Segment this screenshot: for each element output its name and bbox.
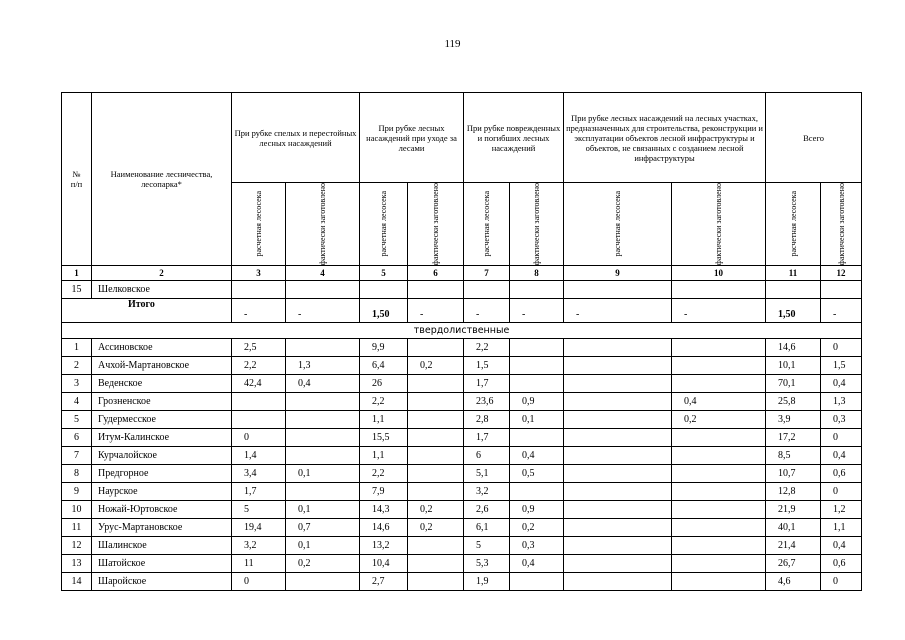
value-cell: 6,4 bbox=[360, 357, 408, 375]
value-cell: 70,1 bbox=[766, 375, 821, 393]
value-cell bbox=[286, 411, 360, 429]
row-number: 11 bbox=[62, 519, 92, 537]
value-cell: 0 bbox=[232, 573, 286, 591]
value-cell bbox=[672, 573, 766, 591]
total-value-cell: - bbox=[408, 299, 464, 323]
column-number: 2 bbox=[92, 266, 232, 281]
value-cell bbox=[360, 281, 408, 299]
table-row bbox=[62, 501, 862, 519]
value-cell: 3,2 bbox=[232, 537, 286, 555]
value-cell: 0,2 bbox=[286, 555, 360, 573]
value-cell bbox=[672, 339, 766, 357]
value-cell: 0,7 bbox=[286, 519, 360, 537]
value-cell bbox=[232, 411, 286, 429]
value-cell bbox=[510, 429, 564, 447]
row-number: 5 bbox=[62, 411, 92, 429]
row-number: 13 bbox=[62, 555, 92, 573]
table-row bbox=[62, 537, 862, 555]
header-forestry-name: Наименование лесничества, лесопарка* bbox=[92, 93, 232, 266]
value-cell bbox=[564, 429, 672, 447]
value-cell: 10,1 bbox=[766, 357, 821, 375]
value-cell bbox=[672, 483, 766, 501]
value-cell: 1,5 bbox=[821, 357, 862, 375]
value-cell bbox=[564, 483, 672, 501]
forestry-name: Ачхой-Мартановское bbox=[92, 357, 232, 375]
value-cell bbox=[564, 447, 672, 465]
value-cell: 10,4 bbox=[360, 555, 408, 573]
value-cell: 0,1 bbox=[286, 465, 360, 483]
table-row bbox=[62, 339, 862, 357]
value-cell: 0,4 bbox=[821, 447, 862, 465]
value-cell: 0 bbox=[821, 573, 862, 591]
value-cell: 0,5 bbox=[510, 465, 564, 483]
column-number: 4 bbox=[286, 266, 360, 281]
page-number: 119 bbox=[444, 38, 461, 50]
value-cell: 0,4 bbox=[821, 375, 862, 393]
row-number: 7 bbox=[62, 447, 92, 465]
row-number: 10 bbox=[62, 501, 92, 519]
header-sub-planned: расчетная лесосека bbox=[464, 183, 510, 266]
header-group-infrastructure-felling: При рубке лесных насаждений на лесных участках, предназначенных для строительства, реконструкции и эксплуатации объектов лесной инфраструктуры и объектов, не связанных с созданием лесной инфраструктуры bbox=[564, 93, 766, 183]
header-sub-actual: фактически заготовлено bbox=[510, 183, 564, 266]
value-cell bbox=[564, 393, 672, 411]
value-cell: 8,5 bbox=[766, 447, 821, 465]
row-number: 4 bbox=[62, 393, 92, 411]
header-sub-actual: фактически заготовлено bbox=[286, 183, 360, 266]
table-row bbox=[62, 429, 862, 447]
value-cell: 0,2 bbox=[408, 519, 464, 537]
row-number: 8 bbox=[62, 465, 92, 483]
column-number: 10 bbox=[672, 266, 766, 281]
value-cell: 1,7 bbox=[464, 429, 510, 447]
value-cell: 12,8 bbox=[766, 483, 821, 501]
column-number: 7 bbox=[464, 266, 510, 281]
value-cell: 0,4 bbox=[821, 537, 862, 555]
value-cell bbox=[232, 393, 286, 411]
value-cell bbox=[564, 555, 672, 573]
value-cell bbox=[564, 501, 672, 519]
value-cell bbox=[672, 537, 766, 555]
forestry-name: Гудермесское bbox=[92, 411, 232, 429]
value-cell bbox=[510, 375, 564, 393]
total-value-cell: - bbox=[672, 299, 766, 323]
value-cell bbox=[672, 501, 766, 519]
value-cell bbox=[564, 281, 672, 299]
value-cell: 42,4 bbox=[232, 375, 286, 393]
value-cell: 0,3 bbox=[510, 537, 564, 555]
table-row bbox=[62, 555, 862, 573]
row-number: 9 bbox=[62, 483, 92, 501]
value-cell bbox=[286, 281, 360, 299]
forestry-name: Ножай-Юртовское bbox=[92, 501, 232, 519]
value-cell: 2,2 bbox=[360, 465, 408, 483]
value-cell bbox=[510, 339, 564, 357]
value-cell bbox=[408, 537, 464, 555]
total-value-cell: - bbox=[510, 299, 564, 323]
forestry-name: Курчалойское bbox=[92, 447, 232, 465]
value-cell: 15,5 bbox=[360, 429, 408, 447]
forestry-name: Шатойское bbox=[92, 555, 232, 573]
header-sub-planned: расчетная лесосека bbox=[766, 183, 821, 266]
value-cell bbox=[510, 573, 564, 591]
value-cell bbox=[564, 375, 672, 393]
value-cell bbox=[286, 447, 360, 465]
value-cell: 14,6 bbox=[360, 519, 408, 537]
header-group-mature-felling: При рубке спелых и перестойных лесных насаждений bbox=[232, 93, 360, 183]
value-cell: 26,7 bbox=[766, 555, 821, 573]
total-value-cell: - bbox=[564, 299, 672, 323]
table-row bbox=[62, 393, 862, 411]
total-value-cell: - bbox=[821, 299, 862, 323]
value-cell bbox=[408, 465, 464, 483]
total-value-cell: - bbox=[232, 299, 286, 323]
value-cell: 4,6 bbox=[766, 573, 821, 591]
forestry-name: Предгорное bbox=[92, 465, 232, 483]
value-cell bbox=[564, 537, 672, 555]
column-number: 12 bbox=[821, 266, 862, 281]
value-cell: 9,9 bbox=[360, 339, 408, 357]
value-cell bbox=[672, 281, 766, 299]
table-row bbox=[62, 519, 862, 537]
total-row bbox=[62, 299, 862, 323]
forestry-name: Веденское bbox=[92, 375, 232, 393]
value-cell bbox=[672, 555, 766, 573]
value-cell: 2,2 bbox=[464, 339, 510, 357]
value-cell: 0,2 bbox=[510, 519, 564, 537]
value-cell bbox=[286, 573, 360, 591]
row-number: 6 bbox=[62, 429, 92, 447]
forestry-name: Шелковское bbox=[92, 281, 232, 299]
value-cell: 19,4 bbox=[232, 519, 286, 537]
value-cell bbox=[564, 573, 672, 591]
forestry-name: Шалинское bbox=[92, 537, 232, 555]
value-cell: 0 bbox=[821, 429, 862, 447]
value-cell: 1,1 bbox=[821, 519, 862, 537]
value-cell bbox=[286, 483, 360, 501]
value-cell: 11 bbox=[232, 555, 286, 573]
value-cell bbox=[286, 393, 360, 411]
header-sub-planned: расчетная лесосека bbox=[232, 183, 286, 266]
header-sub-actual: фактически заготовлено bbox=[408, 183, 464, 266]
value-cell: 0,6 bbox=[821, 555, 862, 573]
value-cell: 0,6 bbox=[821, 465, 862, 483]
value-cell: 1,5 bbox=[464, 357, 510, 375]
column-number-row bbox=[62, 266, 862, 281]
value-cell: 2,2 bbox=[232, 357, 286, 375]
value-cell bbox=[408, 429, 464, 447]
value-cell: 1,7 bbox=[232, 483, 286, 501]
table-row bbox=[62, 281, 862, 299]
value-cell: 0,9 bbox=[510, 393, 564, 411]
row-number: 12 bbox=[62, 537, 92, 555]
table-row bbox=[62, 573, 862, 591]
total-value-cell: - bbox=[464, 299, 510, 323]
value-cell bbox=[564, 519, 672, 537]
row-number: 2 bbox=[62, 357, 92, 375]
value-cell: 5,1 bbox=[464, 465, 510, 483]
table-row bbox=[62, 483, 862, 501]
table-row bbox=[62, 375, 862, 393]
value-cell bbox=[408, 555, 464, 573]
value-cell: 7,9 bbox=[360, 483, 408, 501]
forestry-name: Шаройское bbox=[92, 573, 232, 591]
value-cell bbox=[408, 411, 464, 429]
value-cell bbox=[286, 429, 360, 447]
value-cell: 2,6 bbox=[464, 501, 510, 519]
row-number: 14 bbox=[62, 573, 92, 591]
value-cell: 2,7 bbox=[360, 573, 408, 591]
value-cell bbox=[510, 357, 564, 375]
value-cell bbox=[672, 519, 766, 537]
value-cell: 1,4 bbox=[232, 447, 286, 465]
header-sub-actual: фактически заготовлено bbox=[821, 183, 862, 266]
value-cell: 6 bbox=[464, 447, 510, 465]
forestry-name: Ассиновское bbox=[92, 339, 232, 357]
value-cell: 1,1 bbox=[360, 447, 408, 465]
value-cell: 0,4 bbox=[510, 555, 564, 573]
table-row bbox=[62, 411, 862, 429]
value-cell: 3,2 bbox=[464, 483, 510, 501]
value-cell: 14,3 bbox=[360, 501, 408, 519]
value-cell: 10,7 bbox=[766, 465, 821, 483]
value-cell: 40,1 bbox=[766, 519, 821, 537]
value-cell bbox=[672, 447, 766, 465]
value-cell: 26 bbox=[360, 375, 408, 393]
value-cell bbox=[408, 483, 464, 501]
value-cell: 1,9 bbox=[464, 573, 510, 591]
value-cell bbox=[464, 281, 510, 299]
value-cell: 21,9 bbox=[766, 501, 821, 519]
value-cell bbox=[564, 357, 672, 375]
value-cell bbox=[286, 339, 360, 357]
value-cell: 0,2 bbox=[408, 357, 464, 375]
value-cell: 0,1 bbox=[286, 501, 360, 519]
value-cell: 5 bbox=[464, 537, 510, 555]
value-cell: 0,4 bbox=[510, 447, 564, 465]
value-cell bbox=[672, 357, 766, 375]
total-label: Итого bbox=[62, 299, 232, 323]
forest-harvest-table-container bbox=[61, 92, 862, 591]
value-cell bbox=[766, 281, 821, 299]
value-cell bbox=[672, 375, 766, 393]
row-number: 3 bbox=[62, 375, 92, 393]
value-cell: 3,4 bbox=[232, 465, 286, 483]
value-cell bbox=[232, 281, 286, 299]
table-header bbox=[62, 93, 862, 281]
value-cell: 1,1 bbox=[360, 411, 408, 429]
row-number: 1 bbox=[62, 339, 92, 357]
header-sub-planned: расчетная лесосека bbox=[360, 183, 408, 266]
total-value-cell: - bbox=[286, 299, 360, 323]
forestry-name: Итум-Калинское bbox=[92, 429, 232, 447]
value-cell: 13,2 bbox=[360, 537, 408, 555]
table-row bbox=[62, 447, 862, 465]
forest-harvest-table bbox=[61, 92, 862, 591]
header-group-total: Всего bbox=[766, 93, 862, 183]
value-cell bbox=[408, 447, 464, 465]
value-cell: 0 bbox=[821, 339, 862, 357]
value-cell bbox=[408, 281, 464, 299]
value-cell: 0,4 bbox=[672, 393, 766, 411]
value-cell bbox=[564, 339, 672, 357]
value-cell: 0,1 bbox=[510, 411, 564, 429]
value-cell: 0,3 bbox=[821, 411, 862, 429]
forestry-name: Урус-Мартановское bbox=[92, 519, 232, 537]
column-number: 3 bbox=[232, 266, 286, 281]
value-cell: 2,8 bbox=[464, 411, 510, 429]
value-cell bbox=[408, 393, 464, 411]
value-cell: 23,6 bbox=[464, 393, 510, 411]
row-number: 15 bbox=[62, 281, 92, 299]
column-number: 8 bbox=[510, 266, 564, 281]
header-sub-actual: фактически заготовлено bbox=[672, 183, 766, 266]
value-cell: 3,9 bbox=[766, 411, 821, 429]
header-sub-planned: расчетная лесосека bbox=[564, 183, 672, 266]
forestry-name: Наурское bbox=[92, 483, 232, 501]
column-number: 5 bbox=[360, 266, 408, 281]
value-cell bbox=[510, 483, 564, 501]
value-cell: 0 bbox=[821, 483, 862, 501]
value-cell bbox=[510, 281, 564, 299]
header-row-number: № п/п bbox=[62, 93, 92, 266]
value-cell: 0,2 bbox=[408, 501, 464, 519]
header-group-damaged-felling: При рубке поврежденных и погибших лесных насаждений bbox=[464, 93, 564, 183]
value-cell: 5,3 bbox=[464, 555, 510, 573]
table-row bbox=[62, 357, 862, 375]
value-cell: 0,9 bbox=[510, 501, 564, 519]
header-group-care-felling: При рубке лесных насаждений при уходе за лесами bbox=[360, 93, 464, 183]
value-cell: 0,1 bbox=[286, 537, 360, 555]
value-cell: 14,6 bbox=[766, 339, 821, 357]
table-row bbox=[62, 465, 862, 483]
value-cell: 0 bbox=[232, 429, 286, 447]
value-cell bbox=[672, 465, 766, 483]
value-cell: 2,2 bbox=[360, 393, 408, 411]
section-title: твердолиственные bbox=[62, 323, 862, 339]
value-cell: 25,8 bbox=[766, 393, 821, 411]
column-number: 6 bbox=[408, 266, 464, 281]
forestry-name: Грозненское bbox=[92, 393, 232, 411]
value-cell bbox=[564, 411, 672, 429]
value-cell: 1,7 bbox=[464, 375, 510, 393]
value-cell bbox=[564, 465, 672, 483]
value-cell: 2,5 bbox=[232, 339, 286, 357]
value-cell: 6,1 bbox=[464, 519, 510, 537]
total-value-cell: 1,50 bbox=[766, 299, 821, 323]
total-value-cell: 1,50 bbox=[360, 299, 408, 323]
value-cell: 5 bbox=[232, 501, 286, 519]
value-cell: 0,4 bbox=[286, 375, 360, 393]
column-number: 11 bbox=[766, 266, 821, 281]
section-row bbox=[62, 323, 862, 339]
value-cell: 17,2 bbox=[766, 429, 821, 447]
value-cell bbox=[821, 281, 862, 299]
value-cell: 21,4 bbox=[766, 537, 821, 555]
value-cell: 1,2 bbox=[821, 501, 862, 519]
value-cell bbox=[408, 375, 464, 393]
column-number: 1 bbox=[62, 266, 92, 281]
value-cell: 1,3 bbox=[286, 357, 360, 375]
column-number: 9 bbox=[564, 266, 672, 281]
table-body bbox=[62, 281, 862, 591]
value-cell: 1,3 bbox=[821, 393, 862, 411]
value-cell bbox=[408, 339, 464, 357]
value-cell: 0,2 bbox=[672, 411, 766, 429]
value-cell bbox=[408, 573, 464, 591]
value-cell bbox=[672, 429, 766, 447]
